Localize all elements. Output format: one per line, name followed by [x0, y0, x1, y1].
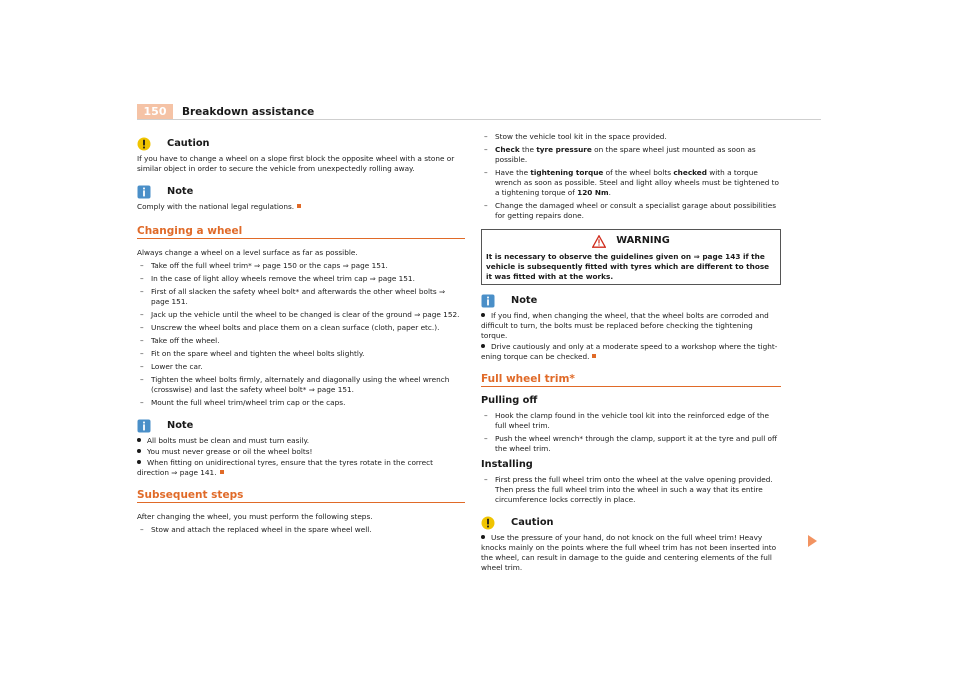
- list-item: – Stow and attach the replaced wheel in the spare wheel well.: [140, 525, 372, 534]
- bullet-item: If you find, when changing the wheel, that the wheel bolts are corroded and difficult to turn, the bolts must be replaced before checking the tightening torque.: [481, 311, 769, 340]
- note-title: Note: [167, 420, 194, 431]
- list-item: – Change the damaged wheel or consult a specialist garage about possibilities for getting repairs done.: [484, 201, 777, 220]
- warning-box: [481, 229, 781, 285]
- list-item: – Tighten the wheel bolts firmly, alternately and diagonally using the wheel wrench (crosswise) and last the safety wheel bolt* ⇒ page 151.: [140, 375, 450, 394]
- right-column: [481, 132, 781, 574]
- warning-title: WARNING: [616, 235, 670, 246]
- chapter-title: Breakdown assistance: [182, 106, 315, 118]
- note-icon: [137, 419, 151, 433]
- caution-title: Caution: [511, 517, 554, 528]
- warning-icon: [592, 235, 606, 248]
- caution-title: Caution: [167, 138, 210, 149]
- caution-icon: [481, 516, 495, 530]
- list-item: – First of all slacken the safety wheel bolt* and afterwards the other wheel bolts ⇒ page 151.: [140, 287, 446, 306]
- note-icon: [137, 185, 151, 199]
- warning-text: It is necessary to observe the guidelines given on ⇒ page 143 if the vehicle is subsequently fitted with tyres which are different to those it was fitted with at the works.: [486, 252, 770, 281]
- caution-icon: [137, 137, 151, 151]
- bullet-dot: [481, 313, 485, 317]
- caution-heading: [481, 513, 781, 533]
- subsequent-intro: After changing the wheel, you must perform the following steps.: [137, 512, 373, 521]
- caution-heading: [137, 134, 465, 154]
- list-item: – Check the tyre pressure on the spare wheel just mounted as soon as possible.: [484, 145, 756, 164]
- list-item: – Fit on the spare wheel and tighten the wheel bolts slightly.: [140, 349, 365, 358]
- note-icon: [481, 294, 495, 308]
- subheading-pulling-off: Pulling off: [481, 395, 538, 406]
- note-title: Note: [511, 295, 538, 306]
- subheading-installing: Installing: [481, 459, 533, 470]
- end-marker: [220, 470, 224, 474]
- list-item: – Take off the wheel.: [140, 336, 220, 345]
- torque-value: 120 Nm: [577, 188, 609, 197]
- bullet-item: When fitting on unidirectional tyres, ensure that the tyres rotate in the correct direction ⇒ page 141.: [137, 458, 433, 477]
- note-text: Comply with the national legal regulations.: [137, 202, 465, 212]
- section-heading-changing: Changing a wheel: [137, 226, 465, 239]
- bullet-dot: [481, 344, 485, 348]
- list-item: – Mount the full wheel trim/wheel trim cap or the caps.: [140, 398, 346, 407]
- list-item: – Have the tightening torque of the wheel bolts checked with a torque wrench as soon as possible. Steel and light alloy wheels must be tightened to a tightening torque of 120 Nm.: [484, 168, 779, 197]
- note-title: Note: [167, 186, 194, 197]
- changing-intro: Always change a wheel on a level surface as far as possible.: [137, 248, 358, 257]
- note-heading: [481, 291, 781, 311]
- bullet-item: All bolts must be clean and must turn easily.: [137, 436, 465, 446]
- bullet-item: Drive cautiously and only at a moderate speed to a workshop where the tight-ening torque can be checked.: [481, 342, 778, 361]
- bullet-dot: [137, 449, 141, 453]
- list-item: – Lower the car.: [140, 362, 203, 371]
- next-page-arrow-icon[interactable]: [808, 535, 817, 547]
- note-heading: [137, 416, 465, 436]
- end-marker: [592, 354, 596, 358]
- list-item: – In the case of light alloy wheels remove the wheel trim cap ⇒ page 151.: [140, 274, 415, 283]
- end-marker: [297, 204, 301, 208]
- bullet-dot: [481, 535, 485, 539]
- list-item: – Stow the vehicle tool kit in the space provided.: [484, 132, 667, 141]
- list-item: – Jack up the vehicle until the wheel to be changed is clear of the ground ⇒ page 152.: [140, 310, 460, 319]
- list-item: – Unscrew the wheel bolts and place them on a clean surface (cloth, paper etc.).: [140, 323, 440, 332]
- page-number: 150: [137, 104, 173, 120]
- list-item: – Push the wheel wrench* through the clamp, support it at the tyre and pull off the wheel trim.: [484, 434, 778, 453]
- left-column: [137, 132, 465, 538]
- bullet-dot: [137, 460, 141, 464]
- warning-heading: [482, 230, 780, 252]
- list-item: – First press the full wheel trim onto the wheel at the valve opening provided. Then press the full wheel trim into the wheel in such a way that its entire circumference locks correctly in place.: [484, 475, 773, 504]
- bullet-item: You must never grease or oil the wheel bolts!: [137, 447, 465, 457]
- header-divider: [137, 119, 821, 120]
- list-item: – Hook the clamp found in the vehicle tool kit into the reinforced edge of the full wheel trim.: [484, 411, 769, 430]
- note-heading: [137, 182, 465, 202]
- list-item: – Take off the full wheel trim* ⇒ page 150 or the caps ⇒ page 151.: [140, 261, 388, 270]
- bullet-item: Use the pressure of your hand, do not knock on the full wheel trim! Heavy knocks mainly on the points where the full wheel trim has not been inserted into the wheel, can result in damage to the guide and centering elements of the full wheel trim.: [481, 533, 777, 572]
- section-heading-trim: Full wheel trim*: [481, 374, 781, 387]
- caution-text: If you have to change a wheel on a slope first block the opposite wheel with a stone or similar object in order to secure the vehicle from unexpectedly rolling away.: [137, 154, 455, 173]
- bullet-dot: [137, 438, 141, 442]
- section-heading-subsequent: Subsequent steps: [137, 490, 465, 503]
